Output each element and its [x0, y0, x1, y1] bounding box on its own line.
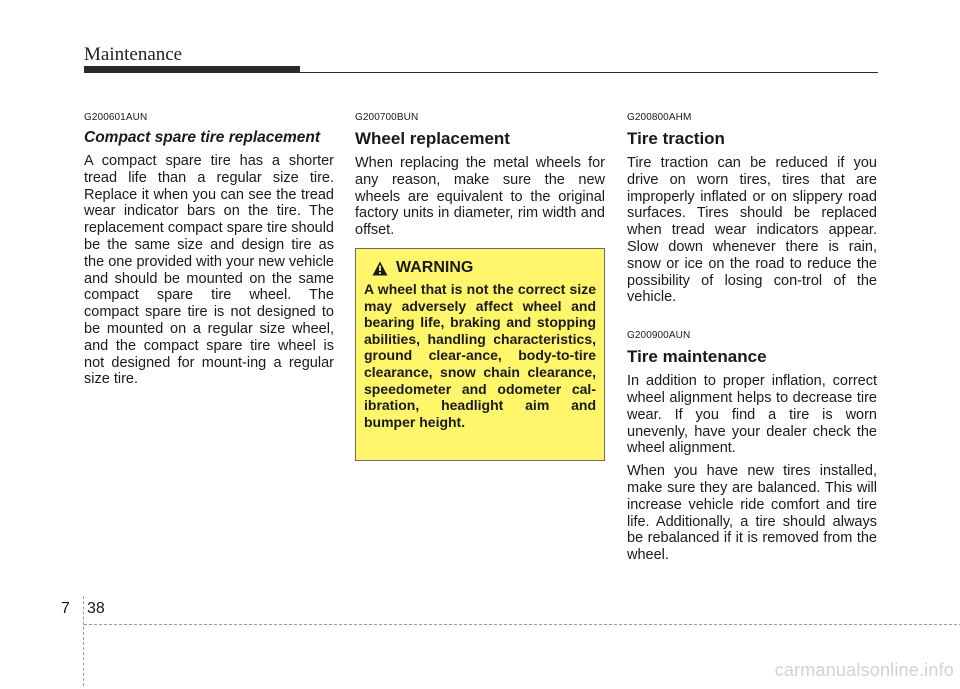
section-title: Compact spare tire replacement	[84, 129, 321, 146]
column-compact-spare	[84, 112, 334, 394]
section-title: Tire traction	[627, 129, 725, 148]
section-code: G200800AHM	[627, 112, 692, 123]
warning-label: WARNING	[396, 259, 474, 276]
column-tire-care	[627, 112, 877, 570]
chapter-number: 7	[61, 600, 70, 617]
watermark: carmanualsonline.info	[774, 660, 954, 680]
section-paragraph: A compact spare tire has a shorter tread life than a regular size tire. Replace it when you can see the tread wear indicator bars on the tire. The replacement compact spare tire should be the same size and design tire as the one provided with your new vehicle and should be mounted on the same compact spare tire wheel. The compact spare tire is not designed to be mounted on a regular size wheel, and the compact spare tire wheel is not designed for mount-ing a regular size tire.	[84, 153, 334, 388]
footer-divider	[83, 596, 84, 686]
page-number: 38	[87, 600, 105, 617]
warning-header	[372, 259, 596, 277]
section-code: G200601AUN	[84, 112, 148, 123]
section-code: G200900AUN	[627, 330, 691, 342]
warning-text: A wheel that is not the correct size may adversely affect wheel and bearing life, braking and stopping abilities, handling characteristics, ground clear-ance, body-to-tire clearance, snow chain clearance, speedometer and odometer cal-ibration, headlight aim and bumper height.	[364, 281, 596, 430]
section-paragraph: Tire traction can be reduced if you drive on worn tires, tires that are improperly inflated or on slippery road surfaces. Tires should be replaced when tread wear indicators appear. Slow down whenever there is rain, snow or ice on the road to reduce the possibility of losing con-trol of the vehicle.	[627, 155, 877, 306]
section-paragraph: When replacing the metal wheels for any reason, make sure the new wheels are equivalent to the original factory units in diameter, rim width and offset.	[355, 155, 605, 239]
column-wheel-replacement	[355, 112, 605, 245]
section-title: Tire maintenance	[627, 347, 767, 367]
section-paragraph: In addition to proper inflation, correct wheel alignment helps to decrease tire wear. If you find a tire is worn unevenly, have your dealer check the wheel alignment.	[627, 373, 877, 457]
section-title: Wheel replacement	[355, 129, 510, 148]
header-rule	[84, 72, 878, 73]
section-code: G200700BUN	[355, 112, 419, 123]
header-title: Maintenance	[84, 44, 183, 65]
footer-rule	[84, 624, 960, 625]
warning-box	[355, 248, 605, 461]
section-paragraph: When you have new tires installed, make sure they are balanced. This will increase vehicle ride comfort and tire life. Additionally, a tire should always be rebalanced if it is removed from the wheel.	[627, 463, 877, 564]
warning-triangle-icon	[372, 261, 388, 276]
